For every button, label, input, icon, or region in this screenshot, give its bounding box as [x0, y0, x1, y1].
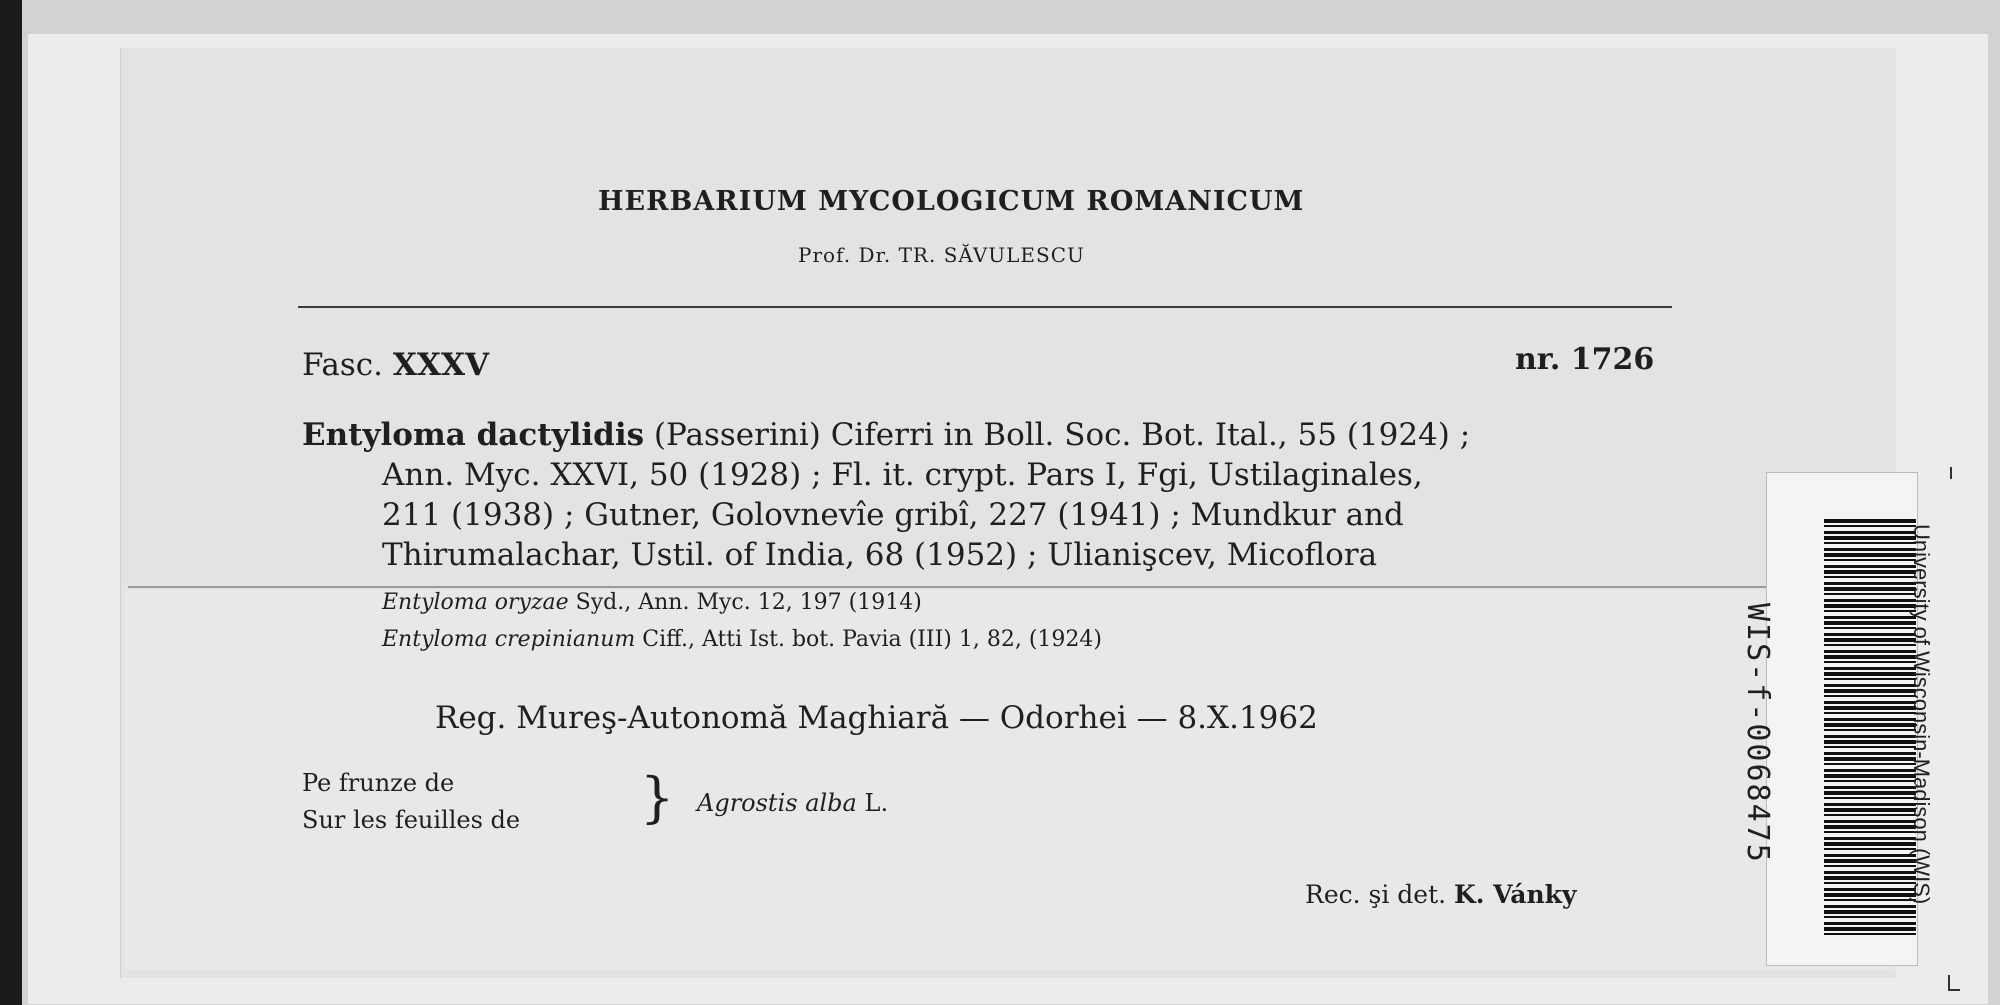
barcode-image — [1824, 519, 1916, 939]
synonym-2-ref: Ciff., Atti Ist. bot. Pavia (III) 1, 82, (1924) — [642, 627, 1102, 652]
dark-margin — [0, 0, 22, 1005]
barcode-code: WIS-f-0068475 — [1740, 603, 1775, 864]
species-name: Entyloma dactylidis — [302, 417, 645, 453]
collector-name: K. Vánky — [1454, 880, 1577, 909]
reference-text-1: (Passerini) Ciferri in Boll. Soc. Bot. Ital., 55 (1924) ; — [653, 417, 1471, 453]
host — [697, 789, 888, 817]
specimen-number: nr. 1726 — [1515, 342, 1655, 377]
flap-fold — [128, 586, 1883, 588]
locality: Reg. Mureş-Autonomă Maghiară — Odorhei — 8.X.1962 — [435, 700, 1318, 736]
synonym-1 — [382, 590, 922, 615]
reference-line-1 — [302, 417, 1470, 453]
collector-prefix: Rec. şi det. — [1305, 880, 1447, 909]
reference-line-4: Thirumalachar, Ustil. of India, 68 (1952) ; Ulianişcev, Micoflora — [382, 537, 1378, 573]
herbarium-title: HERBARIUM MYCOLOGICUM ROMANICUM — [598, 186, 1305, 217]
barcode-institution: University of Wisconsin-Madison (WIS) — [1909, 524, 1934, 905]
herbarium-director: Prof. Dr. TR. SĂVULESCU — [798, 243, 1085, 267]
brace-icon: } — [640, 766, 675, 829]
synonym-1-ref: Syd., Ann. Myc. 12, 197 (1914) — [575, 590, 922, 615]
collector — [1305, 880, 1577, 909]
host-name: Agrostis alba — [697, 789, 857, 817]
fascicle — [302, 347, 489, 383]
corner-mark — [1936, 467, 1952, 479]
substrate-fr: Sur les feuilles de — [302, 806, 521, 834]
fascicle-value: XXXV — [392, 347, 490, 383]
reference-line-2: Ann. Myc. XXVI, 50 (1928) ; Fl. it. crypt. Pars I, Fgi, Ustilaginales, — [382, 457, 1423, 493]
synonym-1-name: Entyloma oryzae — [382, 590, 569, 615]
fascicle-prefix: Fasc. — [302, 347, 384, 383]
substrate-ro: Pe frunze de — [302, 769, 455, 797]
reference-line-3: 211 (1938) ; Gutner, Golovnevîe gribî, 227 (1941) ; Mundkur and — [382, 497, 1404, 533]
synonym-2-name: Entyloma crepinianum — [382, 627, 636, 652]
header-rule — [298, 306, 1672, 308]
synonym-2 — [382, 627, 1102, 652]
host-author: L. — [864, 789, 889, 817]
corner-mark — [1948, 975, 1960, 991]
